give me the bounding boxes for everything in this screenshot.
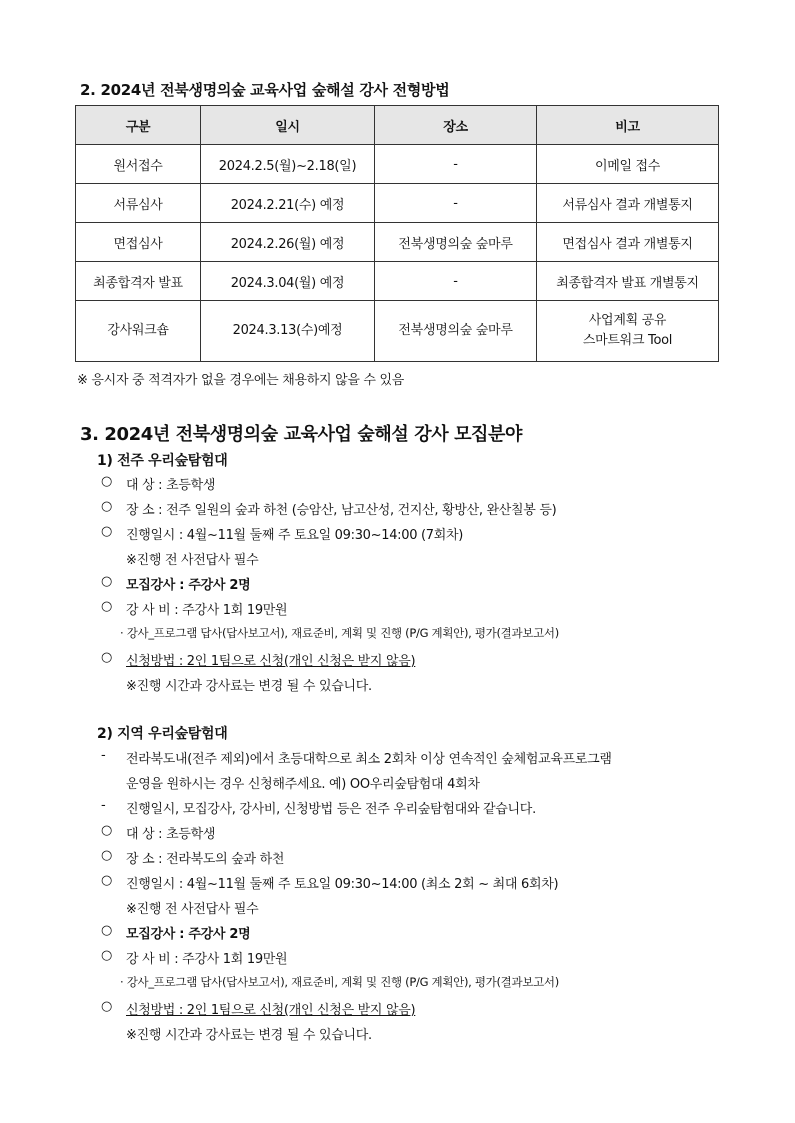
circle-bullet: ○ xyxy=(101,999,113,1014)
intro-line: 진행일시, 모집강사, 강사비, 신청방법 등은 전주 우리숲탐험대와 같습니다. xyxy=(126,802,536,817)
place-line: 장 소 : 전주 일원의 숲과 하천 (승암산, 남고산성, 건지산, 황방산, 완산칠봉 등) xyxy=(126,503,557,518)
table-cell: 면접심사 xyxy=(76,223,201,262)
remark-line: 사업계획 공유 xyxy=(588,313,667,328)
recruit-line: 모집강사 : 주강사 2명 xyxy=(126,578,251,593)
schedule-table xyxy=(75,105,719,362)
intro-line: 운영을 원하시는 경우 신청해주세요. 예) OO우리숲탐험대 4회차 xyxy=(126,777,480,792)
circle-bullet: ○ xyxy=(101,873,113,888)
table-header-cell: 구분 xyxy=(76,106,201,145)
schedule-note: ※진행 전 사전답사 필수 xyxy=(126,902,259,917)
table-cell: - xyxy=(375,145,537,184)
change-note: ※진행 시간과 강사료는 변경 될 수 있습니다. xyxy=(126,679,372,694)
target-line: 대 상 : 초등학생 xyxy=(126,478,216,493)
dash-bullet: - xyxy=(101,798,106,813)
table-cell: 2024.3.04(월) 예정 xyxy=(201,262,375,301)
table-cell: 원서접수 xyxy=(76,145,201,184)
table-cell: 전북생명의숲 숲마루 xyxy=(375,301,537,362)
target-line: 대 상 : 초등학생 xyxy=(126,827,216,842)
table-cell: 강사워크숍 xyxy=(76,301,201,362)
table-header-row xyxy=(76,106,719,145)
table-row xyxy=(76,223,719,262)
circle-bullet: ○ xyxy=(101,923,113,938)
circle-bullet: ○ xyxy=(101,599,113,614)
apply-line: 신청방법 : 2인 1팀으로 신청(개인 신청은 받지 않음) xyxy=(126,1003,416,1018)
table-cell: 서류심사 결과 개별통지 xyxy=(537,184,719,223)
table-header-cell: 장소 xyxy=(375,106,537,145)
table-cell xyxy=(537,301,719,362)
circle-bullet: ○ xyxy=(101,474,113,489)
fee-detail-line: · 강사_프로그램 답사(답사보고서), 재료준비, 계획 및 진행 (P/G 계획안), 평가(결과보고서) xyxy=(120,626,559,640)
table-cell: 면접심사 결과 개별통지 xyxy=(537,223,719,262)
table-cell: 이메일 접수 xyxy=(537,145,719,184)
part-1-heading: 1) 전주 우리숲탐험대 xyxy=(97,453,228,469)
table-cell: 전북생명의숲 숲마루 xyxy=(375,223,537,262)
section-2-title: 2. 2024년 전북생명의숲 교육사업 숲해설 강사 전형방법 xyxy=(80,81,450,99)
dash-bullet: - xyxy=(101,748,106,763)
fee-line: 강 사 비 : 주강사 1회 19만원 xyxy=(126,952,288,967)
table-row xyxy=(76,145,719,184)
table-cell: 서류심사 xyxy=(76,184,201,223)
table-cell: 2024.2.26(월) 예정 xyxy=(201,223,375,262)
circle-bullet: ○ xyxy=(101,650,113,665)
table-cell: 2024.2.21(수) 예정 xyxy=(201,184,375,223)
place-line: 장 소 : 전라북도의 숲과 하천 xyxy=(126,852,285,867)
circle-bullet: ○ xyxy=(101,499,113,514)
circle-bullet: ○ xyxy=(101,948,113,963)
table-header-cell: 비고 xyxy=(537,106,719,145)
table-row xyxy=(76,262,719,301)
circle-bullet: ○ xyxy=(101,823,113,838)
table-footnote: ※ 응시자 중 적격자가 없을 경우에는 채용하지 않을 수 있음 xyxy=(77,373,405,388)
circle-bullet: ○ xyxy=(101,524,113,539)
fee-line: 강 사 비 : 주강사 1회 19만원 xyxy=(126,603,288,618)
section-3-title: 3. 2024년 전북생명의숲 교육사업 숲해설 강사 모집분야 xyxy=(80,424,523,445)
circle-bullet: ○ xyxy=(101,574,113,589)
table-header-cell: 일시 xyxy=(201,106,375,145)
remark-line: 스마트워크 Tool xyxy=(582,333,673,348)
table-cell: 2024.2.5(월)~2.18(일) xyxy=(201,145,375,184)
schedule-line: 진행일시 : 4월~11월 둘째 주 토요일 09:30~14:00 (최소 2회 ~ 최대 6회차) xyxy=(126,877,559,892)
schedule-line: 진행일시 : 4월~11월 둘째 주 토요일 09:30~14:00 (7회차) xyxy=(126,528,464,543)
circle-bullet: ○ xyxy=(101,848,113,863)
table-cell: - xyxy=(375,184,537,223)
table-row xyxy=(76,184,719,223)
table-cell: 최종합격자 발표 xyxy=(76,262,201,301)
table-row xyxy=(76,301,719,362)
fee-detail-line: · 강사_프로그램 답사(답사보고서), 재료준비, 계획 및 진행 (P/G 계획안), 평가(결과보고서) xyxy=(120,975,559,989)
table-cell: 2024.3.13(수)예정 xyxy=(201,301,375,362)
recruit-line: 모집강사 : 주강사 2명 xyxy=(126,927,251,942)
change-note: ※진행 시간과 강사료는 변경 될 수 있습니다. xyxy=(126,1028,372,1043)
table-cell: - xyxy=(375,262,537,301)
apply-line: 신청방법 : 2인 1팀으로 신청(개인 신청은 받지 않음) xyxy=(126,654,416,669)
intro-line: 전라북도내(전주 제외)에서 초등대학으로 최소 2회차 이상 연속적인 숲체험교육프로그램 xyxy=(126,752,612,767)
schedule-note: ※진행 전 사전답사 필수 xyxy=(126,553,259,568)
table-cell: 최종합격자 발표 개별통지 xyxy=(537,262,719,301)
part-2-heading: 2) 지역 우리숲탐험대 xyxy=(97,726,228,742)
